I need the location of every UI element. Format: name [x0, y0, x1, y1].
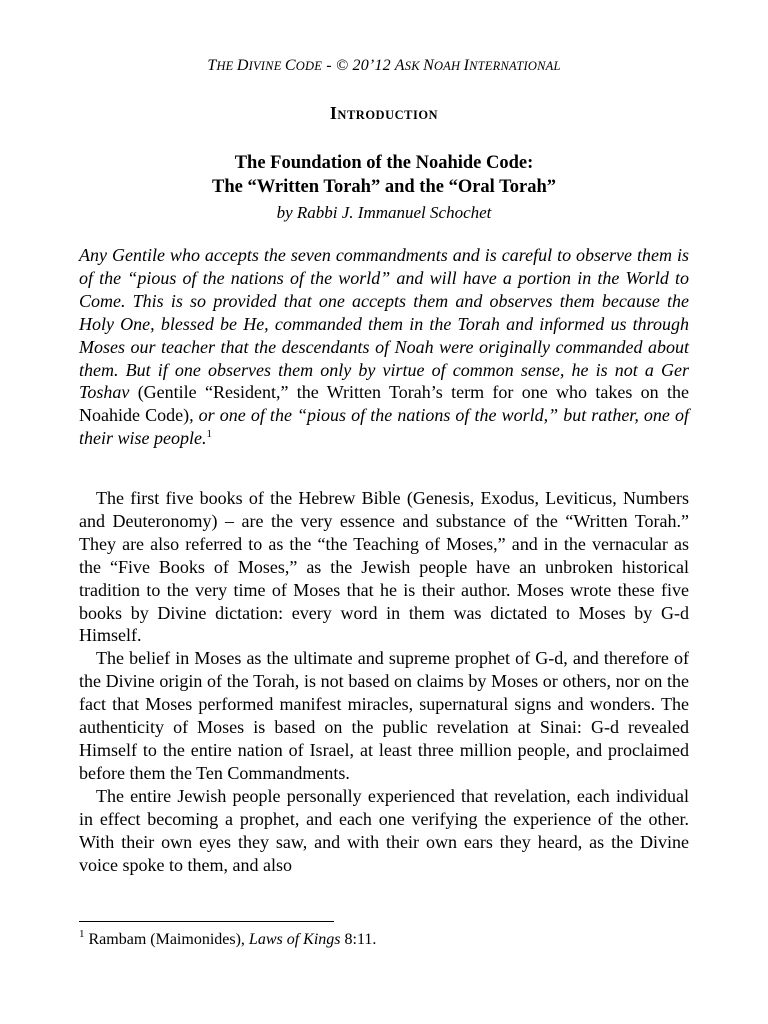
body-paragraph: The entire Jewish people personally experienced that revelation, each individual in effect becoming a prophet, and each one verifying the experience of the other. With their own eyes they saw, and with their own ears they heard, as the Divine voice spoke to them, and also: [79, 785, 689, 875]
epigraph-paragraph: [79, 244, 689, 450]
body-paragraph: The belief in Moses as the ultimate and supreme prophet of G-d, and therefore of the Divine origin of the Torah, is not based on claims by Moses or others, nor on the fact that Moses performed manifest miracles, supernatural signs and wonders. The authenticity of Moses is based on the public revelation at Sinai: G-d revealed Himself to the entire nation of Israel, at least three million people, and proclaimed before them the Ten Commandments.: [79, 648, 689, 783]
footnote: $^1$ Rambam (Maimonides), Laws of Kings 8:11.: [79, 928, 377, 948]
footnote-divider: [79, 921, 334, 922]
title-line-1: The Foundation of the Noahide Code:: [234, 153, 534, 173]
footnote-reference: 1: [206, 428, 212, 441]
footnote-number: 1: [79, 928, 85, 940]
body-paragraph: The first five books of the Hebrew Bible (Genesis, Exodus, Leviticus, Numbers and Deuteronomy) – are the very essence and substance of the “Written Torah.” They are also referred to as the “the Teaching of Moses,” and in the vernacular as the “Five Books of Moses,” as the Jewish people have an unbroken historical tradition to the very time of Moses that he is their author. Moses wrote these five books by Divine dictation: every word in them was dictated to Moses by G-d Himself.: [79, 488, 689, 646]
author-byline: by Rabbi J. Immanuel Schochet: [276, 203, 492, 222]
title-line-2: The “Written Torah” and the “Oral Torah”: [211, 177, 557, 197]
footnote-source-title: Laws of Kings: [248, 931, 341, 948]
article-title: [0, 151, 768, 199]
main-text: [79, 487, 689, 876]
epigraph-italic-text-end: , or one of the “pious of the nations of the world,” but rather, one of their wise people.: [79, 405, 689, 449]
running-header: THE DIVINE CODE - © 20’12 ASK NOAH INTERNATIONAL: [207, 57, 561, 74]
chapter-heading: INTRODUCTION: [329, 103, 439, 123]
epigraph-italic-text: Any Gentile who accepts the seven commandments and is careful to observe them is of the “pious of the nations of the world” and will have a portion in the World to Come. This is so provided that one accepts them and observes them because the Holy One, blessed be He, commanded them in the Torah and informed us through Moses our teacher that the descendants of Noah were originally commanded about them. But if one observes them only by virtue of common sense, he is not a Ger Toshav: [79, 245, 689, 403]
epigraph-plain-text: (Gentile “Resident,” the Written Torah’s term for one who takes on the Noahide Code): [79, 382, 689, 426]
